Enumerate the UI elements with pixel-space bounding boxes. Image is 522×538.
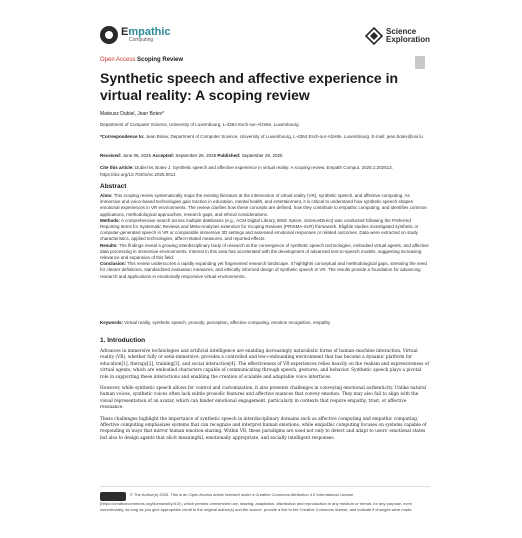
- logo-sub: Computing: [129, 37, 154, 43]
- logo-main: mpathic: [128, 26, 171, 38]
- license-notice: [100, 492, 430, 512]
- authors: Mateusz Dubiel, Jean Botev*: [100, 111, 165, 117]
- science-exploration-logo[interactable]: [365, 27, 430, 45]
- cite-label: Cite this article:: [100, 165, 134, 170]
- keywords: [100, 320, 430, 325]
- cc-by-badge-icon[interactable]: [100, 492, 126, 501]
- methods-text: A comprehensive search across multiple databases (e.g., ACM Digital Library, IEEE Xplore, ScienceDirect) was conducted following the Preferred Reporting Items for Systematic Reviews and Meta-Analyses extension for Scoping Reviews (PRISMA-ScR) framework. Eligible studies investigated synthetic or computer-generated speech in VR or comparable immersive 3D settings and assessed emotional responses or related outcomes. Data were extracted on study characteristics, applied technologies, affect-related measures, and reported effects.: [100, 217, 419, 242]
- received-date: June 06, 2025: [122, 153, 152, 158]
- conclusion-label: Conclusion:: [100, 261, 126, 267]
- correspondence: [100, 133, 430, 140]
- keywords-text: Virtual reality, synthetic speech, prosody, perception, affective computing, emotion recognition, empathy: [124, 320, 331, 325]
- abstract-methods: [100, 218, 430, 243]
- citation: [100, 164, 430, 178]
- footer-divider: [100, 486, 430, 487]
- cite-text[interactable]: Dubiel M, Botev J. Synthetic speech and affective experience in virtual reality: A scoping review. Empath Comput. 2025;1:202513. https://doi.org/10.70401/ec.2025.0011: [100, 165, 393, 177]
- journal-logo-icon: [100, 26, 118, 44]
- abstract-aims: [100, 193, 430, 218]
- publisher-line1: Science: [385, 26, 417, 36]
- published-label: Published:: [217, 153, 241, 158]
- abstract-heading: Abstract: [100, 183, 127, 190]
- publisher-line2: Exploration: [385, 35, 430, 44]
- aims-label: Aims:: [100, 193, 113, 198]
- license-text: © The Author(s) 2025. This is an Open Access article licensed under a Creative Commons Attribution 4.0 International License (https://creativecommons.org/licenses/by/4.0/), which permits unrestricted use, sharing, adaptation, distribution and reproduction in any medium or format, for any purpose, even commercially, as long as you give appropriate credit to the original author(s) and the source, provide a link to the Creative Commons license, and indicate if changes were made.: [100, 492, 413, 512]
- published-date: September 29, 2025: [241, 153, 283, 158]
- conclusion-text: This review underscores a rapidly expanding yet fragmented research landscape. It highlights conceptual and methodological gaps, stressing the need for clearer definitions, standardized evaluation measures, and ethically informed design of synthetic speech in VR. The results provide a foundation for advancing research and applications in emotionally responsive virtual environments.: [100, 261, 427, 279]
- intro-paragraph-1: Advances in immersive technologies and artificial intelligence are enabling increasingly naturalistic forms of human–machine interaction. Virtual reality (VR), whether fully or semi-immersive, provides a controlled and low-confounding environment that has become a dynamic platform for education[1], therapy[2], training[3], and social interaction[4]. The effectiveness of VR experiences relies heavily on the realism and expressiveness of virtual agents, which are embodied characters capable of communicating through speech, gestures, and behavior. Synthetic speech plays a pivotal role in supporting these interactions and enabling the creation of scalable and adaptable voice interfaces.: [100, 349, 429, 380]
- pdf-icon[interactable]: [415, 56, 425, 69]
- accepted-date: September 28, 2025: [175, 153, 217, 158]
- received-label: Received:: [100, 153, 122, 158]
- abstract-results: [100, 243, 430, 262]
- intro-paragraph-2: However, while synthetic speech allows for control and customization, it also presents challenges in conveying emotional authenticity. Unlike natural human voices, synthetic voices often lack subtle prosodic features and affective nuances that convey emotion. They may also fail to align with the visual representation of an avatar, which can hinder emotional engagement, particularly in contexts that require empathy, trust, or affective resonance.: [100, 386, 427, 411]
- corr-text[interactable]: Jean Botev, Department of Computer Science, University of Luxembourg, L-4364 Esch-sur-Alzette, Luxembourg. E-mail: jean.botev@uni.lu: [145, 134, 423, 139]
- intro-paragraph-3: These challenges highlight the importance of synthetic speech in interdisciplinary domains such as affective computing and empathic computing. Affective computing emphasizes systems that can recognize and interpret human emotions, while empathic computing focuses on systems capable of responding in ways that mirror human emotion-sharing. Within VR, these paradigms are used not only to detect and adapt to users' emotional states but also to design agents that elicit meaningful, emotionally appropriate, and socially intelligent responses.: [100, 416, 427, 441]
- open-access-label: Open Access: [100, 57, 136, 63]
- publisher-logo-icon: [365, 27, 383, 45]
- introduction-body: [100, 349, 430, 447]
- affiliation: Department of Computer Science, University of Luxembourg, L-4364 Esch-sur-Alzette, Luxembourg: [100, 122, 299, 127]
- article-type: Scoping Review: [137, 57, 184, 63]
- section-heading-introduction: 1. Introduction: [100, 337, 146, 344]
- empathic-computing-logo[interactable]: [100, 26, 171, 44]
- results-label: Results:: [100, 242, 118, 248]
- journal-header: [100, 26, 430, 50]
- corr-label: *Correspondence to:: [100, 134, 145, 139]
- accepted-label: Accepted:: [152, 153, 175, 158]
- logo-prefix: E: [121, 26, 129, 38]
- aims-text: This scoping review systematically maps the existing literature at the intersection of virtual reality (VR), synthetic speech, and affective computing. As immersive and voice-based technologies gain traction in education, mental health, and entertainment, it is critical to understand how synthetic speech shapes emotional experiences in VR environments. The review clarifies how these concepts are defined, how they contribute to empathic computing, and identifies common applications, methodological approaches, research gaps, and ethical considerations.: [100, 193, 427, 217]
- article-title: Synthetic speech and affective experience in virtual reality: A scoping review: [100, 70, 399, 103]
- abstract-body: [100, 193, 430, 280]
- results-text: The findings reveal a growing interdisciplinary body of research at the convergence of synthetic speech technologies, embodied virtual agents, and affective data processing in immersive environments. Interest in this area has accelerated with the development of advanced text-to-speech models, suggesting increasing relevance and expansion of this field.: [100, 242, 429, 261]
- article-dates: [100, 153, 282, 158]
- methods-label: Methods:: [100, 217, 120, 223]
- article-type-line: [100, 57, 183, 63]
- abstract-conclusion: [100, 261, 430, 280]
- keywords-label: Keywords:: [100, 320, 124, 325]
